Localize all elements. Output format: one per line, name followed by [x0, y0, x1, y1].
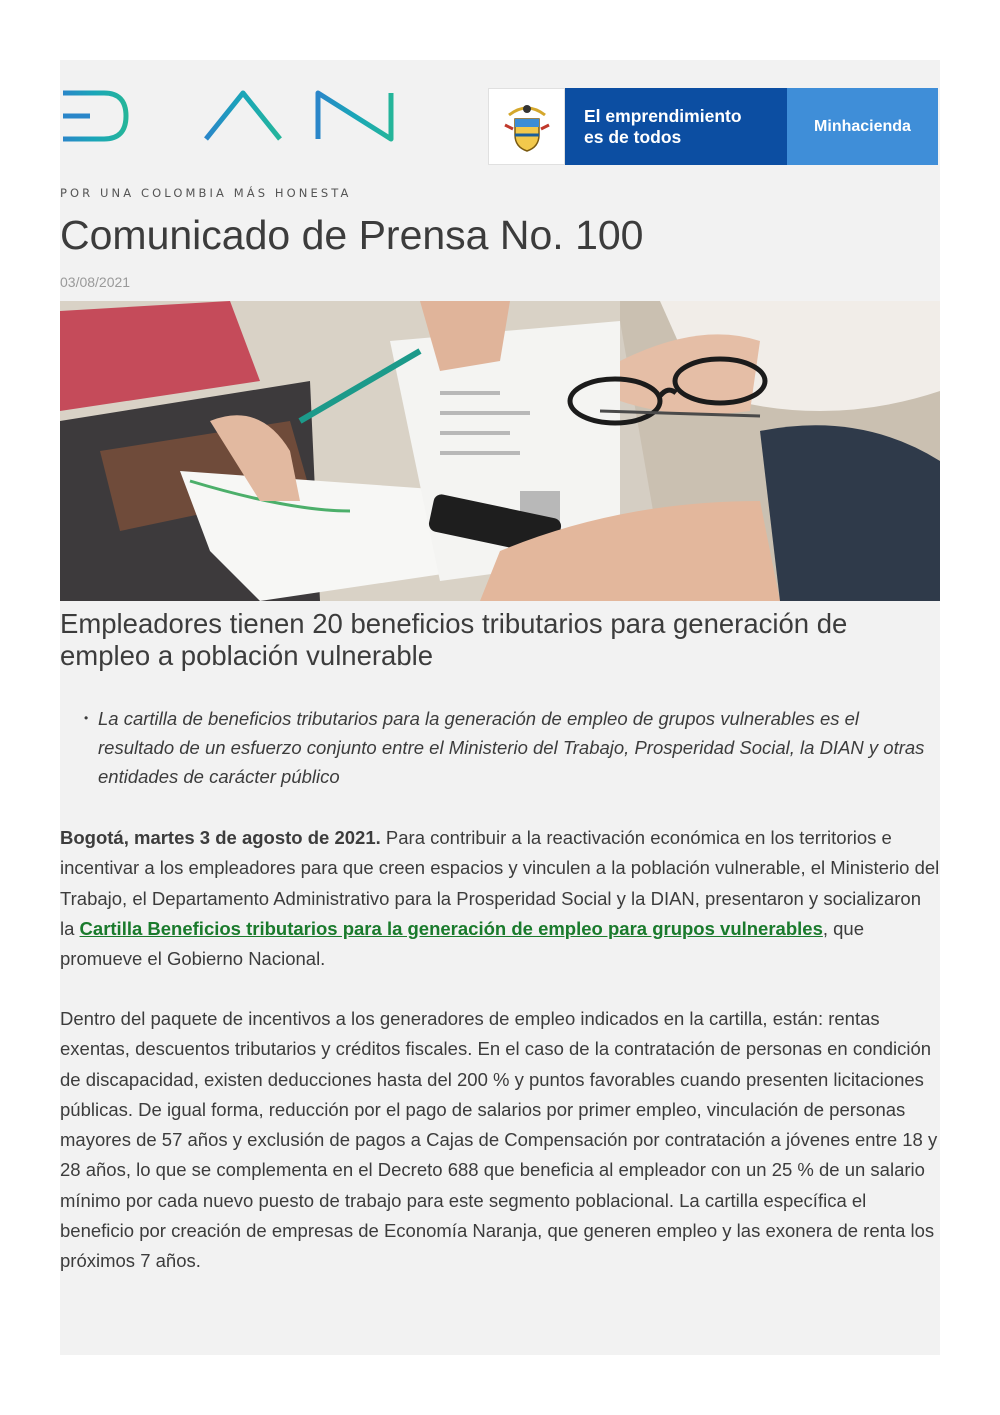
summary-bullets [84, 704, 940, 791]
dateline: Bogotá, martes 3 de agosto de 2021. [60, 827, 381, 848]
gov-slogan-line2: es de todos [584, 127, 682, 147]
summary-bullet: • La cartilla de beneficios tributarios para la generación de empleo de grupos vulnerables es el resultado de un esfuerzo conjunto entre el Ministerio del Trabajo, Prosperidad Social, la DIAN y otras entidades de carácter público [84, 704, 940, 791]
paragraph-1 [60, 823, 940, 974]
gov-slogan-line1: El emprendimiento [584, 106, 742, 126]
paragraph-1-end: , que promueve el Gobierno Nacional. [60, 917, 865, 970]
page-title: Comunicado de Prensa No. 100 [60, 212, 644, 258]
government-banner [488, 88, 938, 165]
paragraph-2: Dentro del paquete de incentivos a los generadores de empleo indicados en la cartilla, están: rentas exentas, descuentos tributarios y créditos fiscales. En el caso de la contratación de personas en condición de discapacidad, existen deducciones hasta del 200 % y puntos favorables cuando presenten licitaciones públicas. De igual forma, reducción por el pago de salarios por primer empleo, vinculación de personas mayores de 57 años y exclusión de pagos a Cajas de Compensación por contratación a jóvenes entre 18 y 28 años, lo que se complementa en el Decreto 688 que beneficia al empleador con un 25 % de un salario mínimo por cada nuevo puesto de trabajo para este segmento poblacional. La cartilla específica el beneficio por creación de empresas de Economía Naranja, que generen empleo y las exonera de renta los próximos 7 años. [60, 1008, 938, 1272]
paragraph-1-text: Para contribuir a la reactivación económica en los territorios e incentivar a los empleadores para que creen espacios y vinculen a la población vulnerable, el Ministerio del Trabajo, el Departamento Administrativo para la Prosperidad Social y la DIAN, presentaron y socializaron la [60, 827, 940, 939]
hero-image [60, 301, 940, 601]
press-release-sheet [60, 60, 940, 1355]
publish-date: 03/08/2021 [60, 274, 131, 290]
article-headline: Empleadores tienen 20 beneficios tributarios para generación de empleo a población vulnerable [60, 608, 848, 671]
gov-slogan [565, 88, 787, 165]
ministry-label: Minhacienda [787, 88, 938, 165]
hero-photo-icon [60, 301, 940, 601]
dian-logo [60, 88, 400, 200]
coat-of-arms-icon [488, 88, 565, 165]
dian-tagline: POR UNA COLOMBIA MÁS HONESTA [60, 186, 352, 200]
dian-wordmark-icon [60, 88, 396, 144]
cartilla-link[interactable]: Cartilla Beneficios tributarios para la generación de empleo para grupos vulnerables [79, 917, 823, 939]
